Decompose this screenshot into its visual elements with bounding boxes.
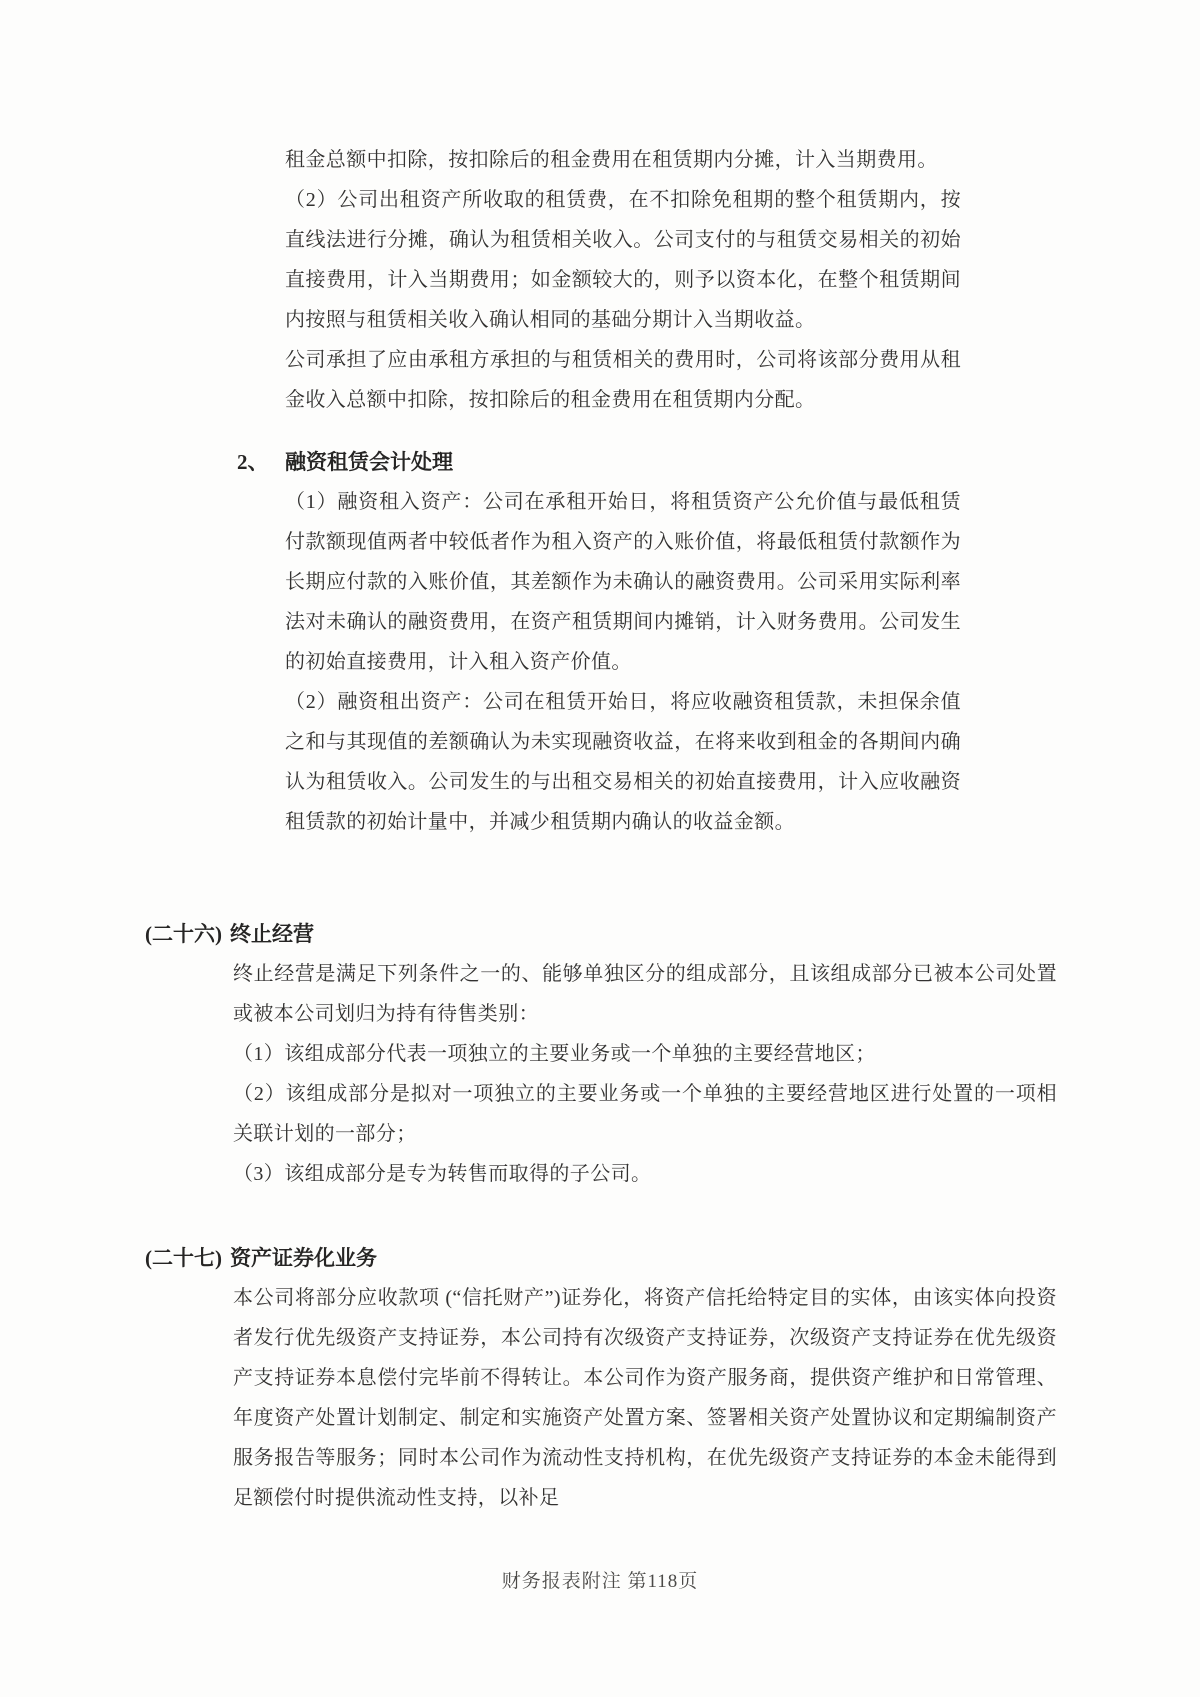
section-number: (二十六) (145, 922, 222, 946)
section-title: 终止经营 (230, 922, 314, 946)
subsection-heading-finance-lease (237, 442, 1200, 482)
lease-continuation-block (285, 140, 961, 420)
paragraph: （2）该组成部分是拟对一项独立的主要业务或一个单独的主要经营地区进行处置的一项相关联计划的一部分； (233, 1083, 1057, 1145)
subsection-number: 2、 (237, 450, 269, 474)
section-asset-securitization (0, 1238, 1200, 1518)
subsection-title: 融资租赁会计处理 (285, 450, 453, 474)
section-heading (145, 914, 1200, 954)
paragraph: 终止经营是满足下列条件之一的、能够单独区分的组成部分，且该组成部分已被本公司处置或被本公司划归为持有待售类别： (233, 963, 1057, 1025)
section-discontinued-operations (0, 914, 1200, 1194)
section-number: (二十七) (145, 1246, 222, 1270)
paragraph: 租金总额中扣除，按扣除后的租金费用在租赁期内分摊，计入当期费用。 (285, 149, 938, 171)
paragraph: （3）该组成部分是专为转售而取得的子公司。 (233, 1163, 652, 1185)
page-footer: 财务报表附注 第118页 (501, 1571, 699, 1592)
section-body (233, 954, 1057, 1194)
paragraph: （2）融资租出资产：公司在租赁开始日，将应收融资租赁款，未担保余值之和与其现值的差额确认为未实现融资收益，在将来收到租金的各期间内确认为租赁收入。公司发生的与出租交易相关的初始直接费用，计入应收融资租赁款的初始计量中，并减少租赁期内确认的收益金额。 (285, 691, 961, 833)
section-body (233, 1278, 1057, 1518)
paragraph: （2）公司出租资产所收取的租赁费，在不扣除免租期的整个租赁期内，按直线法进行分摊，确认为租赁相关收入。公司支付的与租赁交易相关的初始直接费用，计入当期费用；如金额较大的，则予以资本化，在整个租赁期间内按照与租赁相关收入确认相同的基础分期计入当期收益。 (285, 189, 961, 331)
finance-lease-block (285, 482, 961, 842)
paragraph: 本公司将部分应收款项 (“信托财产”)证券化，将资产信托给特定目的实体，由该实体向投资者发行优先级资产支持证券，本公司持有次级资产支持证券，次级资产支持证券在优先级资产支持证券本息偿付完毕前不得转让。本公司作为资产服务商，提供资产维护和日常管理、年度资产处置计划制定、制定和实施资产处置方案、签署相关资产处置协议和定期编制资产服务报告等服务；同时本公司作为流动性支持机构，在优先级资产支持证券的本金未能得到足额偿付时提供流动性支持，以补足 (233, 1287, 1057, 1509)
paragraph: （1）该组成部分代表一项独立的主要业务或一个单独的主要经营地区； (233, 1043, 876, 1065)
section-title: 资产证券化业务 (230, 1246, 377, 1270)
paragraph: 公司承担了应由承租方承担的与租赁相关的费用时，公司将该部分费用从租金收入总额中扣除，按扣除后的租金费用在租赁期内分配。 (285, 349, 961, 411)
paragraph: （1）融资租入资产：公司在承租开始日，将租赁资产公允价值与最低租赁付款额现值两者中较低者作为租入资产的入账价值，将最低租赁付款额作为长期应付款的入账价值，其差额作为未确认的融资费用。公司采用实际利率法对未确认的融资费用，在资产租赁期间内摊销，计入财务费用。公司发生的初始直接费用，计入租入资产价值。 (285, 491, 961, 673)
section-heading (145, 1238, 1200, 1278)
